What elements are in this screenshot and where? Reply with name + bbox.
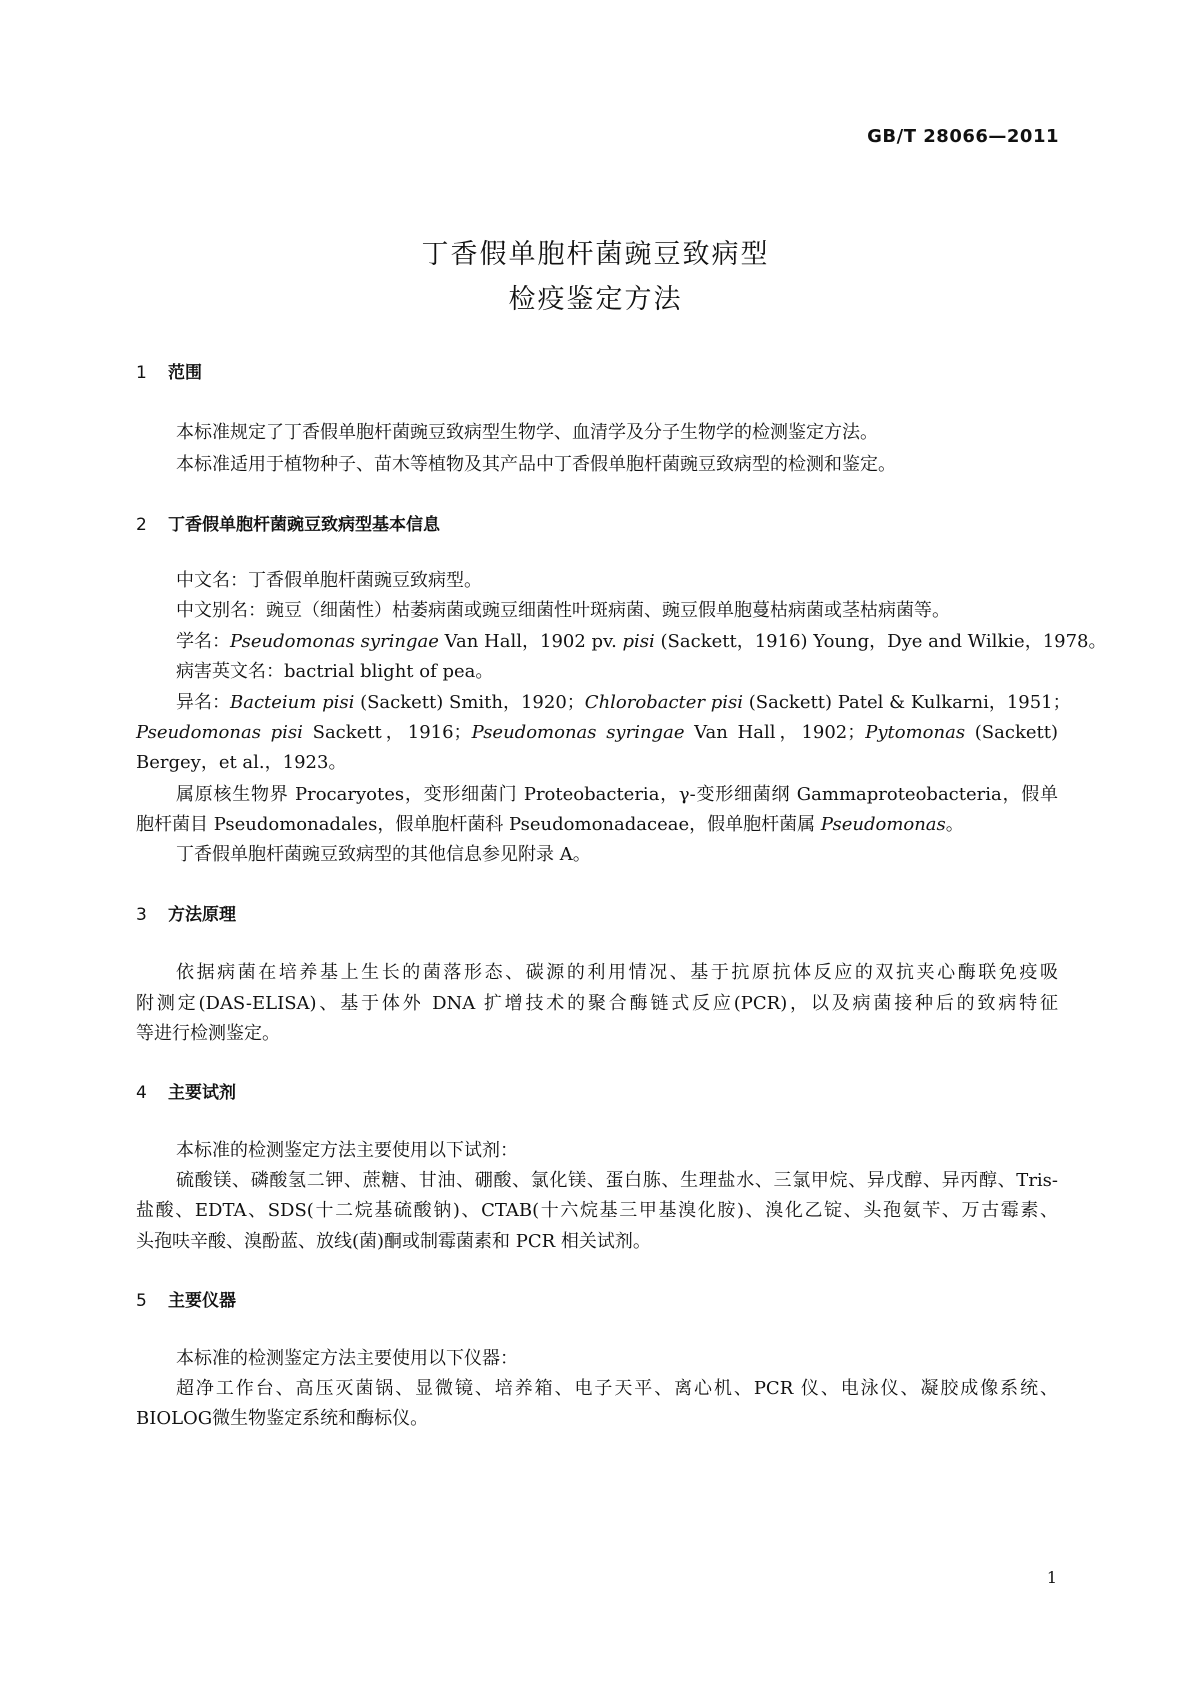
taxonomy-line-2: 胞杆菌目 Pseudomonadales，假单胞杆菌科 Pseudomonadaceae，假单胞杆菌属 Pseudomonas。 — [136, 814, 964, 835]
document-title-line2: 检疫鉴定方法 — [508, 284, 683, 315]
section-5-heading — [136, 1286, 236, 1311]
paragraph: 丁香假单胞杆菌豌豆致病型的其他信息参见附录 A。 — [176, 844, 591, 865]
section-1-heading — [136, 358, 202, 383]
section-number: 5 — [136, 1291, 147, 1311]
section-number: 2 — [136, 515, 147, 535]
paragraph: 中文别名：豌豆（细菌性）枯萎病菌或豌豆细菌性叶斑病菌、豌豆假单胞蔓枯病菌或茎枯病菌等。 — [176, 600, 950, 621]
paragraph-line: 硫酸镁、磷酸氢二钾、蔗糖、甘油、硼酸、氯化镁、蛋白胨、生理盐水、三氯甲烷、异戊醇、异丙醇、Tris- — [176, 1170, 1058, 1191]
document-title-line1: 丁香假单胞杆菌豌豆致病型 — [421, 239, 770, 270]
paragraph: 中文名：丁香假单胞杆菌豌豆致病型。 — [176, 570, 482, 591]
section-number: 4 — [136, 1083, 147, 1103]
synonym-line-3: Bergey，et al.，1923。 — [136, 752, 347, 773]
paragraph-line: 本标准的检测鉴定方法主要使用以下仪器： — [176, 1348, 518, 1369]
section-title: 主要试剂 — [168, 1083, 236, 1103]
scientific-name-line: 学名：Pseudomonas syringae Van Hall，1902 pv. pisi (Sackett，1916) Young，Dye and Wilkie，1978。 — [176, 631, 1107, 652]
section-title: 方法原理 — [168, 905, 236, 925]
paragraph-line: 超净工作台、高压灭菌锅、显微镜、培养箱、电子天平、离心机、PCR 仪、电泳仪、凝胶成像系统、 — [176, 1378, 1058, 1399]
section-title: 主要仪器 — [168, 1291, 236, 1311]
paragraph-line: 本标准的检测鉴定方法主要使用以下试剂： — [176, 1140, 518, 1161]
paragraph-line: 附测定(DAS-ELISA)、基于体外 DNA 扩增技术的聚合酶链式反应(PCR)，以及病菌接种后的致病特征 — [136, 993, 1058, 1014]
taxonomy-line-1: 属原核生物界 Procaryotes，变形细菌门 Proteobacteria，γ-变形细菌纲 Gammaproteobacteria，假单 — [176, 784, 1058, 805]
paragraph: 病害英文名：bactrial blight of pea。 — [176, 661, 494, 682]
page-number: 1 — [1046, 1568, 1057, 1587]
section-title: 范围 — [168, 363, 202, 383]
synonym-line-2: Pseudomonas pisi Sackett，1916；Pseudomonas syringae Van Hall，1902；Pytomonas (Sackett) — [136, 722, 1058, 743]
section-2-heading — [136, 510, 440, 535]
synonym-line-1: 异名：Bacteium pisi (Sackett) Smith，1920；Chlorobacter pisi (Sackett) Patel & Kulkarni，1951； — [176, 692, 1071, 713]
paragraph-line: 等进行检测鉴定。 — [136, 1023, 280, 1044]
paragraph-line: 盐酸、EDTA、SDS(十二烷基硫酸钠)、CTAB(十六烷基三甲基溴化胺)、溴化乙锭、头孢氨苄、万古霉素、 — [136, 1200, 1058, 1221]
paragraph-line: BIOLOG微生物鉴定系统和酶标仪。 — [136, 1408, 429, 1429]
section-4-heading — [136, 1078, 236, 1103]
paragraph: 本标准适用于植物种子、苗木等植物及其产品中丁香假单胞杆菌豌豆致病型的检测和鉴定。 — [176, 454, 896, 475]
section-number: 1 — [136, 363, 147, 383]
paragraph-line: 依据病菌在培养基上生长的菌落形态、碳源的利用情况、基于抗原抗体反应的双抗夹心酶联免疫吸 — [176, 962, 1058, 983]
standard-code: GB/T 28066—2011 — [867, 126, 1059, 147]
section-number: 3 — [136, 905, 147, 925]
section-3-heading — [136, 900, 236, 925]
paragraph-line: 头孢呋辛酸、溴酚蓝、放线(菌)酮或制霉菌素和 PCR 相关试剂。 — [136, 1231, 651, 1252]
paragraph: 本标准规定了丁香假单胞杆菌豌豆致病型生物学、血清学及分子生物学的检测鉴定方法。 — [176, 422, 878, 443]
section-title: 丁香假单胞杆菌豌豆致病型基本信息 — [168, 515, 440, 535]
